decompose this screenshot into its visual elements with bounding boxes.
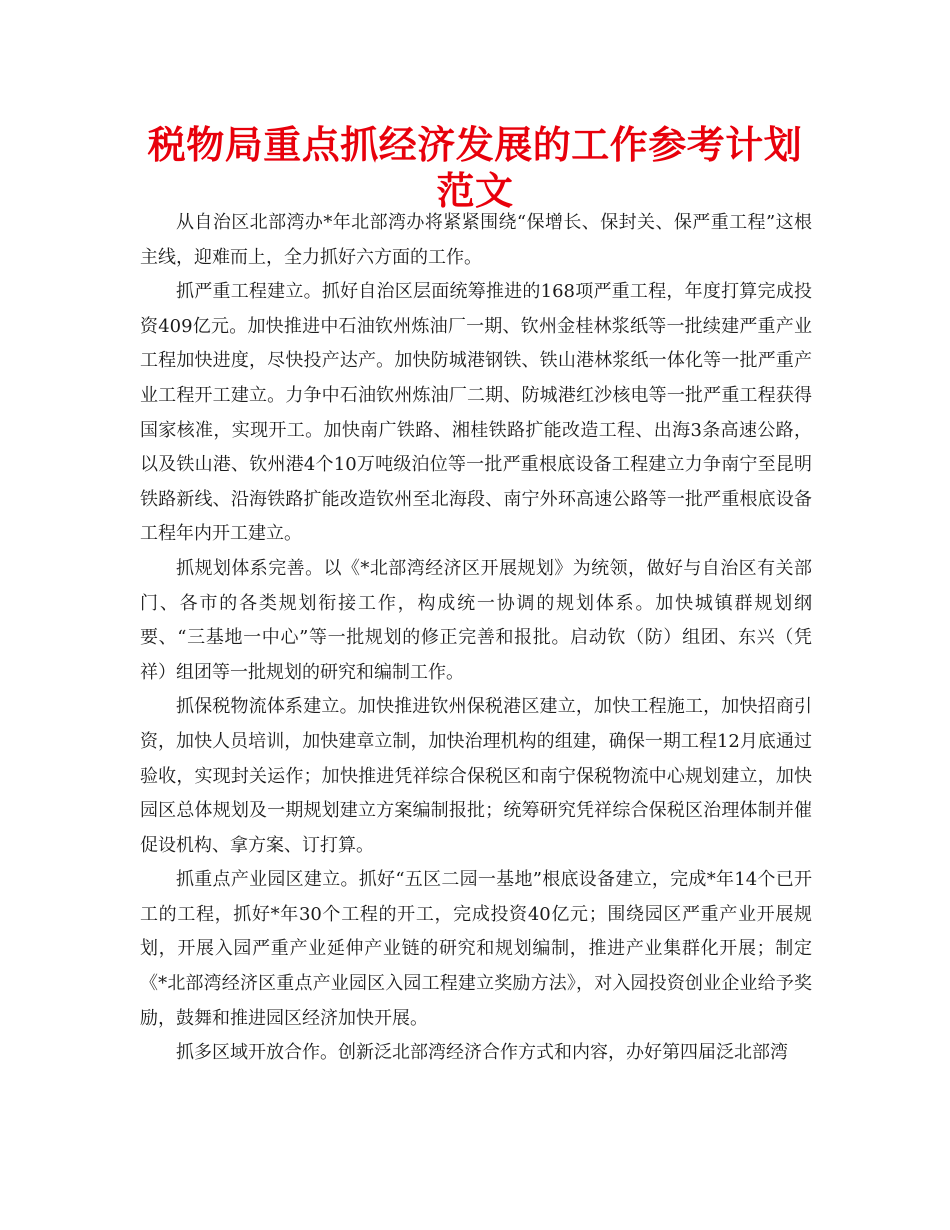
- paragraph: 从自治区北部湾办*年北部湾办将紧紧围绕“保增长、保封关、保严重工程”这根主线，迎难而上，全力抓好六方面的工作。: [140, 212, 812, 268]
- paragraph: 抓规划体系完善。以《*北部湾经济区开展规划》为统领，做好与自治区有关部门、各市的各类规划衔接工作，构成统一协调的规划体系。加快城镇群规划纲要、“三基地一中心”等一批规划的修正完善和报批。启动钦（防）组团、东兴（凭祥）组团等一批规划的研究和编制工作。: [140, 557, 812, 683]
- document-title: 税物局重点抓经济发展的工作参考计划范文: [147, 123, 803, 213]
- paragraph: 抓保税物流体系建立。加快推进钦州保税港区建立，加快工程施工，加快招商引资，加快人员培训，加快建章立制，加快治理机构的组建，确保一期工程12月底通过验收，实现封关运作；加快推进凭祥综合保税区和南宁保税物流中心规划建立，加快园区总体规划及一期规划建立方案编制报批；统筹研究凭祥综合保税区治理体制并催促设机构、拿方案、订打算。: [140, 696, 812, 856]
- paragraph: 抓多区域开放合作。创新泛北部湾经济合作方式和内容，办好第四届泛北部湾: [176, 1042, 788, 1064]
- document-body: [140, 206, 812, 1071]
- paragraph: 抓严重工程建立。抓好自治区层面统筹推进的168项严重工程，年度打算完成投资409亿元。加快推进中石油钦州炼油厂一期、钦州金桂林浆纸等一批续建严重产业工程加快进度，尽快投产达产。加快防城港钢铁、铁山港林浆纸一体化等一批严重产业工程开工建立。力争中石油钦州炼油厂二期、防城港红沙核电等一批严重工程获得国家核准，实现开工。加快南广铁路、湘桂铁路扩能改造工程、出海3条高速公路，以及铁山港、钦州港4个10万吨级泊位等一批严重根底设备工程建立力争南宁至昆明铁路新线、沿海铁路扩能改造钦州至北海段、南宁外环高速公路等一批严重根底设备工程年内开工建立。: [140, 281, 812, 545]
- paragraph: 抓重点产业园区建立。抓好“五区二园一基地”根底设备建立，完成*年14个已开工的工程，抓好*年30个工程的开工，完成投资40亿元；围绕园区严重产业开展规划，开展入园严重产业延伸产业链的研究和规划编制，推进产业集群化开展；制定《*北部湾经济区重点产业园区入园工程建立奖励方法》，对入园投资创业企业给予奖励，鼓舞和推进园区经济加快开展。: [140, 869, 812, 1029]
